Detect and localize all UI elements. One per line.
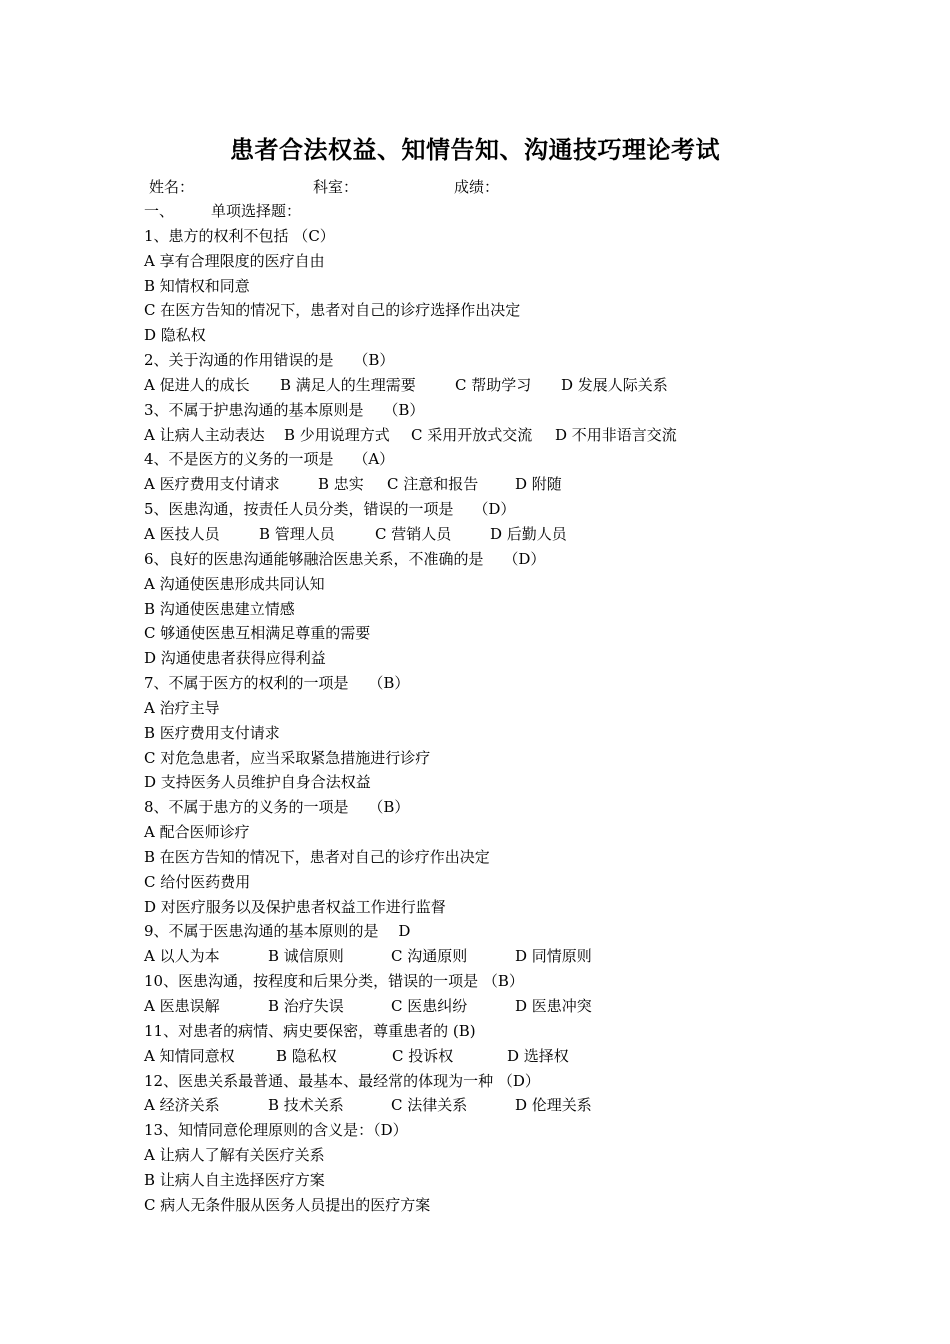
section-heading	[144, 199, 844, 224]
option-a: A 医技人员	[144, 524, 220, 543]
option-d: D 附随	[515, 475, 562, 494]
option-b: B 治疗失误	[268, 997, 344, 1015]
option-a: A 医患误解	[144, 997, 220, 1015]
option-c: C 医患纠纷	[391, 997, 468, 1015]
option-a: A 促进人的成长	[144, 375, 250, 394]
option-d: D 对医疗服务以及保护患者权益工作进行监督	[144, 897, 446, 916]
option-a: A 配合医师诊疗	[144, 823, 250, 842]
option-c: C 法律关系	[391, 1096, 468, 1115]
question-stem: 11、对患者的病情、病史要保密，尊重患者的 (B)	[144, 1021, 476, 1040]
option-b: B 让病人自主选择医疗方案	[144, 1170, 325, 1189]
options-row	[144, 373, 844, 398]
options-row	[144, 472, 844, 497]
option-c: C 够通使医患互相满足尊重的需要	[144, 624, 371, 643]
exam-header-fields	[0, 175, 950, 199]
option-a: A 以人为本	[144, 947, 220, 966]
question-stem: 8、不属于患方的义务的一项是 （B）	[144, 798, 410, 817]
question-stem: 6、良好的医患沟通能够融洽医患关系，不准确的是 （D）	[144, 549, 546, 568]
exam-title: 患者合法权益、知情告知、沟通技巧理论考试	[230, 136, 720, 164]
question-stem: 12、医患关系最普通、最基本、最经常的体现为一种 （D）	[144, 1071, 540, 1090]
option-c: C 营销人员	[375, 524, 452, 543]
section-number: 一、	[144, 202, 175, 220]
option-d: D 同情原则	[515, 947, 592, 966]
question-stem: 1、患方的权利不包括 （C）	[144, 226, 335, 245]
option-a: A 知情同意权	[144, 1046, 235, 1065]
option-c: C 在医方告知的情况下，患者对自己的诊疗选择作出决定	[144, 301, 521, 320]
options-row	[144, 1044, 844, 1069]
option-d: D 选择权	[507, 1046, 569, 1065]
option-a: A 享有合理限度的医疗自由	[144, 251, 325, 270]
option-b: B 沟通使医患建立情感	[144, 599, 295, 618]
options-row	[144, 994, 844, 1019]
question-stem: 13、知情同意伦理原则的含义是：（D）	[144, 1121, 408, 1140]
question-stem: 2、关于沟通的作用错误的是 （B）	[144, 351, 395, 370]
option-c: C 帮助学习	[455, 375, 532, 394]
option-d: D 沟通使患者获得应得利益	[144, 649, 326, 668]
score-label: 成绩：	[454, 178, 500, 196]
option-d: D 发展人际关系	[561, 375, 668, 394]
option-b: B 技术关系	[268, 1096, 344, 1115]
option-b: B 在医方告知的情况下，患者对自己的诊疗作出决定	[144, 847, 490, 866]
question-stem: 3、不属于护患沟通的基本原则是 （B）	[144, 400, 425, 419]
options-row	[144, 423, 844, 448]
option-d: D 支持医务人员维护自身合法权益	[144, 773, 371, 792]
question-stem: 9、不属于医患沟通的基本原则的是 D	[144, 922, 411, 941]
option-c: C 采用开放式交流	[411, 425, 533, 444]
option-c: C 对危急患者，应当采取紧急措施进行诊疗	[144, 748, 431, 767]
option-b: B 满足人的生理需要	[280, 375, 416, 394]
option-d: D 后勤人员	[490, 524, 567, 543]
question-stem: 5、医患沟通，按责任人员分类，错误的一项是 （D）	[144, 500, 516, 519]
department-label: 科室：	[313, 178, 359, 196]
options-row	[144, 1093, 844, 1118]
option-c: C 投诉权	[392, 1046, 454, 1065]
option-d: D 隐私权	[144, 326, 206, 345]
option-b: B 医疗费用支付请求	[144, 723, 280, 742]
option-a: A 医疗费用支付请求	[144, 475, 280, 494]
option-c: C 给付医药费用	[144, 872, 251, 891]
option-b: B 少用说理方式	[284, 425, 390, 444]
options-row	[144, 944, 844, 969]
option-c: C 注意和报告	[387, 475, 479, 494]
option-a: A 让病人主动表达	[144, 425, 265, 444]
section-title: 单项选择题：	[211, 202, 302, 220]
option-d: D 医患冲突	[515, 997, 592, 1015]
options-row	[144, 522, 844, 547]
option-d: D 伦理关系	[515, 1096, 592, 1115]
question-stem: 7、不属于医方的权利的一项是 （B）	[144, 674, 410, 693]
option-b: B 隐私权	[276, 1046, 337, 1065]
option-a: A 经济关系	[144, 1096, 220, 1115]
question-stem: 4、不是医方的义务的一项是 （A）	[144, 450, 395, 469]
option-d: D 不用非语言交流	[555, 425, 677, 444]
option-b: B 知情权和同意	[144, 276, 250, 295]
option-b: B 诚信原则	[268, 947, 344, 966]
exam-content	[144, 199, 844, 1218]
question-stem: 10、医患沟通，按程度和后果分类，错误的一项是 （B）	[144, 972, 524, 991]
option-b: B 管理人员	[259, 524, 335, 543]
option-a: A 沟通使医患形成共同认知	[144, 574, 325, 593]
option-c: C 沟通原则	[391, 947, 468, 966]
option-a: A 治疗主导	[144, 698, 220, 717]
option-a: A 让病人了解有关医疗关系	[144, 1146, 325, 1165]
option-c: C 病人无条件服从医务人员提出的医疗方案	[144, 1195, 431, 1214]
name-label: 姓名：	[149, 178, 195, 196]
option-b: B 忠实	[318, 475, 364, 494]
